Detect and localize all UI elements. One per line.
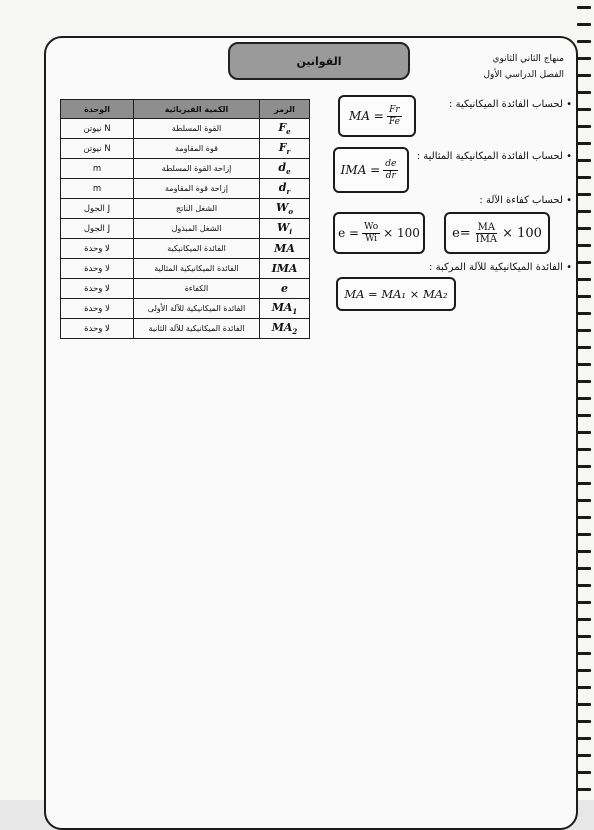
symbol-subscript: r [286, 147, 291, 157]
cell-unit: لا وحدة [61, 319, 134, 339]
symbol-base: d [278, 160, 287, 174]
cell-quantity: قوة المقاومة [134, 139, 260, 159]
bullet-ma: • لحساب الفائدة الميكانيكية : [449, 99, 572, 110]
cell-unit: الجول J [61, 199, 134, 219]
table-row [61, 199, 310, 219]
spiral-ring [577, 720, 591, 723]
eff2-denominator: IMA [475, 233, 498, 245]
spiral-ring [577, 176, 591, 179]
spiral-ring [577, 601, 591, 604]
symbol-subscript: i [289, 227, 293, 237]
ima-lhs: IMA = [340, 163, 381, 177]
formula-box-ima [333, 147, 409, 193]
cell-quantity: الفائدة الميكانيكية المثالية [134, 259, 260, 279]
section-title-tab: القوانين [228, 42, 410, 80]
spiral-ring [577, 499, 591, 502]
cell-symbol [260, 259, 310, 279]
header-quantity: الكمية الفيزيائية [134, 100, 260, 119]
spiral-ring [577, 788, 591, 791]
ma-lhs: MA = [349, 109, 384, 123]
spiral-ring [577, 380, 591, 383]
eff1-fraction [362, 222, 380, 245]
cell-quantity: الشغل الناتج [134, 199, 260, 219]
symbol-base: MA [271, 320, 293, 334]
cell-unit: m [61, 179, 134, 199]
symbol-subscript: e [286, 167, 291, 177]
cell-symbol [260, 239, 310, 259]
symbol-base: F [278, 140, 287, 154]
spiral-ring [577, 210, 591, 213]
table-row [61, 319, 310, 339]
cell-unit: m [61, 159, 134, 179]
spiral-ring [577, 703, 591, 706]
cell-symbol [260, 219, 310, 239]
cell-unit: نيوتن N [61, 139, 134, 159]
table-header-row [61, 100, 310, 119]
spiral-ring [577, 74, 591, 77]
symbols-table [60, 99, 310, 339]
spiral-ring [577, 125, 591, 128]
spiral-ring [577, 363, 591, 366]
cell-symbol [260, 319, 310, 339]
spiral-ring [577, 482, 591, 485]
header-symbol: الرمز [260, 100, 310, 119]
cell-symbol [260, 139, 310, 159]
spiral-ring [577, 159, 591, 162]
formula-box-efficiency-ma [444, 212, 550, 254]
symbol-base: W [275, 200, 289, 214]
eff2-numerator: MA [477, 221, 496, 233]
ma-denominator: Fe [388, 116, 400, 127]
compound-formula: MA = MA₁ × MA₂ [344, 287, 448, 301]
ima-label: لحساب الفائدة الميكانيكية المثالية : [416, 151, 563, 162]
table-row [61, 299, 310, 319]
spiral-binding [574, 0, 594, 800]
ma-fraction [387, 105, 402, 128]
cell-quantity: الشغل المبذول [134, 219, 260, 239]
eff1-lhs: e = [338, 226, 360, 240]
formula-box-efficiency-work [333, 212, 425, 254]
cell-unit: لا وحدة [61, 239, 134, 259]
spiral-ring [577, 448, 591, 451]
grade-line-1: منهاج الثاني الثانوي [492, 54, 564, 64]
grade-line-2: الفصل الدراسي الأول [483, 70, 564, 80]
symbol-base: MA [274, 242, 295, 255]
spiral-ring [577, 771, 591, 774]
cell-symbol [260, 279, 310, 299]
symbol-subscript: 1 [292, 307, 298, 317]
bullet-efficiency: • لحساب كفاءة الآلة : [479, 195, 572, 206]
spiral-ring [577, 652, 591, 655]
cell-quantity: إزاحة قوة المقاومة [134, 179, 260, 199]
comp-label: الفائدة الميكانيكية للآلة المركبة : [429, 262, 563, 273]
eff2-fraction [474, 222, 499, 245]
symbol-base: W [276, 220, 290, 234]
cell-unit: لا وحدة [61, 259, 134, 279]
cell-quantity: القوة المسلطة [134, 119, 260, 139]
spiral-ring [577, 91, 591, 94]
symbol-subscript: r [286, 187, 291, 197]
spiral-ring [577, 23, 591, 26]
spiral-ring [577, 533, 591, 536]
spiral-ring [577, 465, 591, 468]
spiral-ring [577, 193, 591, 196]
symbol-base: d [278, 180, 287, 194]
spiral-ring [577, 57, 591, 60]
symbol-base: IMA [271, 262, 298, 275]
cell-unit: نيوتن N [61, 119, 134, 139]
eff1-tail: × 100 [383, 226, 420, 240]
spiral-ring [577, 108, 591, 111]
spiral-ring [577, 669, 591, 672]
spiral-ring [577, 295, 591, 298]
table-row [61, 179, 310, 199]
cell-quantity: الكفاءة [134, 279, 260, 299]
cell-unit: الجول J [61, 219, 134, 239]
symbol-subscript: e [286, 127, 291, 137]
spiral-ring [577, 397, 591, 400]
ima-fraction [383, 159, 398, 182]
table-row [61, 239, 310, 259]
table-row [61, 219, 310, 239]
eff2-lhs: e= [452, 225, 471, 241]
formula-box-ma [338, 95, 416, 137]
eff2-tail: × 100 [502, 225, 542, 241]
bullet-compound: • الفائدة الميكانيكية للآلة المركبة : [429, 262, 572, 273]
cell-symbol [260, 159, 310, 179]
spiral-ring [577, 618, 591, 621]
cell-quantity: الفائدة الميكانيكية للآلة الأولى [134, 299, 260, 319]
spiral-ring [577, 278, 591, 281]
spiral-ring [577, 635, 591, 638]
ma-label: لحساب الفائدة الميكانيكية : [449, 99, 563, 110]
spiral-ring [577, 244, 591, 247]
eff-label: لحساب كفاءة الآلة : [479, 195, 563, 206]
spiral-ring [577, 754, 591, 757]
table-row [61, 259, 310, 279]
spiral-ring [577, 40, 591, 43]
ima-numerator: de [385, 158, 397, 169]
symbol-base: e [281, 282, 288, 295]
spiral-ring [577, 414, 591, 417]
spiral-ring [577, 584, 591, 587]
spiral-ring [577, 567, 591, 570]
symbol-subscript: o [288, 207, 294, 217]
eff1-denominator: Wi [365, 233, 378, 244]
ima-denominator: dr [385, 170, 396, 181]
cell-quantity: الفائدة الميكانيكية [134, 239, 260, 259]
bullet-ima: • لحساب الفائدة الميكانيكية المثالية : [416, 151, 572, 162]
eff1-numerator: Wo [364, 221, 379, 232]
spiral-ring [577, 431, 591, 434]
spiral-ring [577, 312, 591, 315]
table-row [61, 159, 310, 179]
spiral-ring [577, 550, 591, 553]
cell-symbol [260, 199, 310, 219]
table-row [61, 139, 310, 159]
spiral-ring [577, 516, 591, 519]
spiral-ring [577, 346, 591, 349]
cell-unit: لا وحدة [61, 299, 134, 319]
symbol-base: F [278, 120, 287, 134]
spiral-ring [577, 686, 591, 689]
spiral-ring [577, 737, 591, 740]
table-row [61, 119, 310, 139]
cell-quantity: الفائدة الميكانيكية للآلة الثانية [134, 319, 260, 339]
formula-box-compound [336, 277, 456, 311]
spiral-ring [577, 329, 591, 332]
ma-numerator: Fr [389, 104, 400, 115]
header-unit: الوحدة [61, 100, 134, 119]
spiral-ring [577, 227, 591, 230]
cell-quantity: إزاحة القوة المسلطة [134, 159, 260, 179]
cell-symbol [260, 179, 310, 199]
spiral-ring [577, 6, 591, 9]
spiral-ring [577, 261, 591, 264]
symbol-subscript: 2 [292, 327, 298, 337]
cell-symbol [260, 299, 310, 319]
table-row [61, 279, 310, 299]
spiral-ring [577, 142, 591, 145]
cell-symbol [260, 119, 310, 139]
symbol-base: MA [271, 300, 293, 314]
cell-unit: لا وحدة [61, 279, 134, 299]
